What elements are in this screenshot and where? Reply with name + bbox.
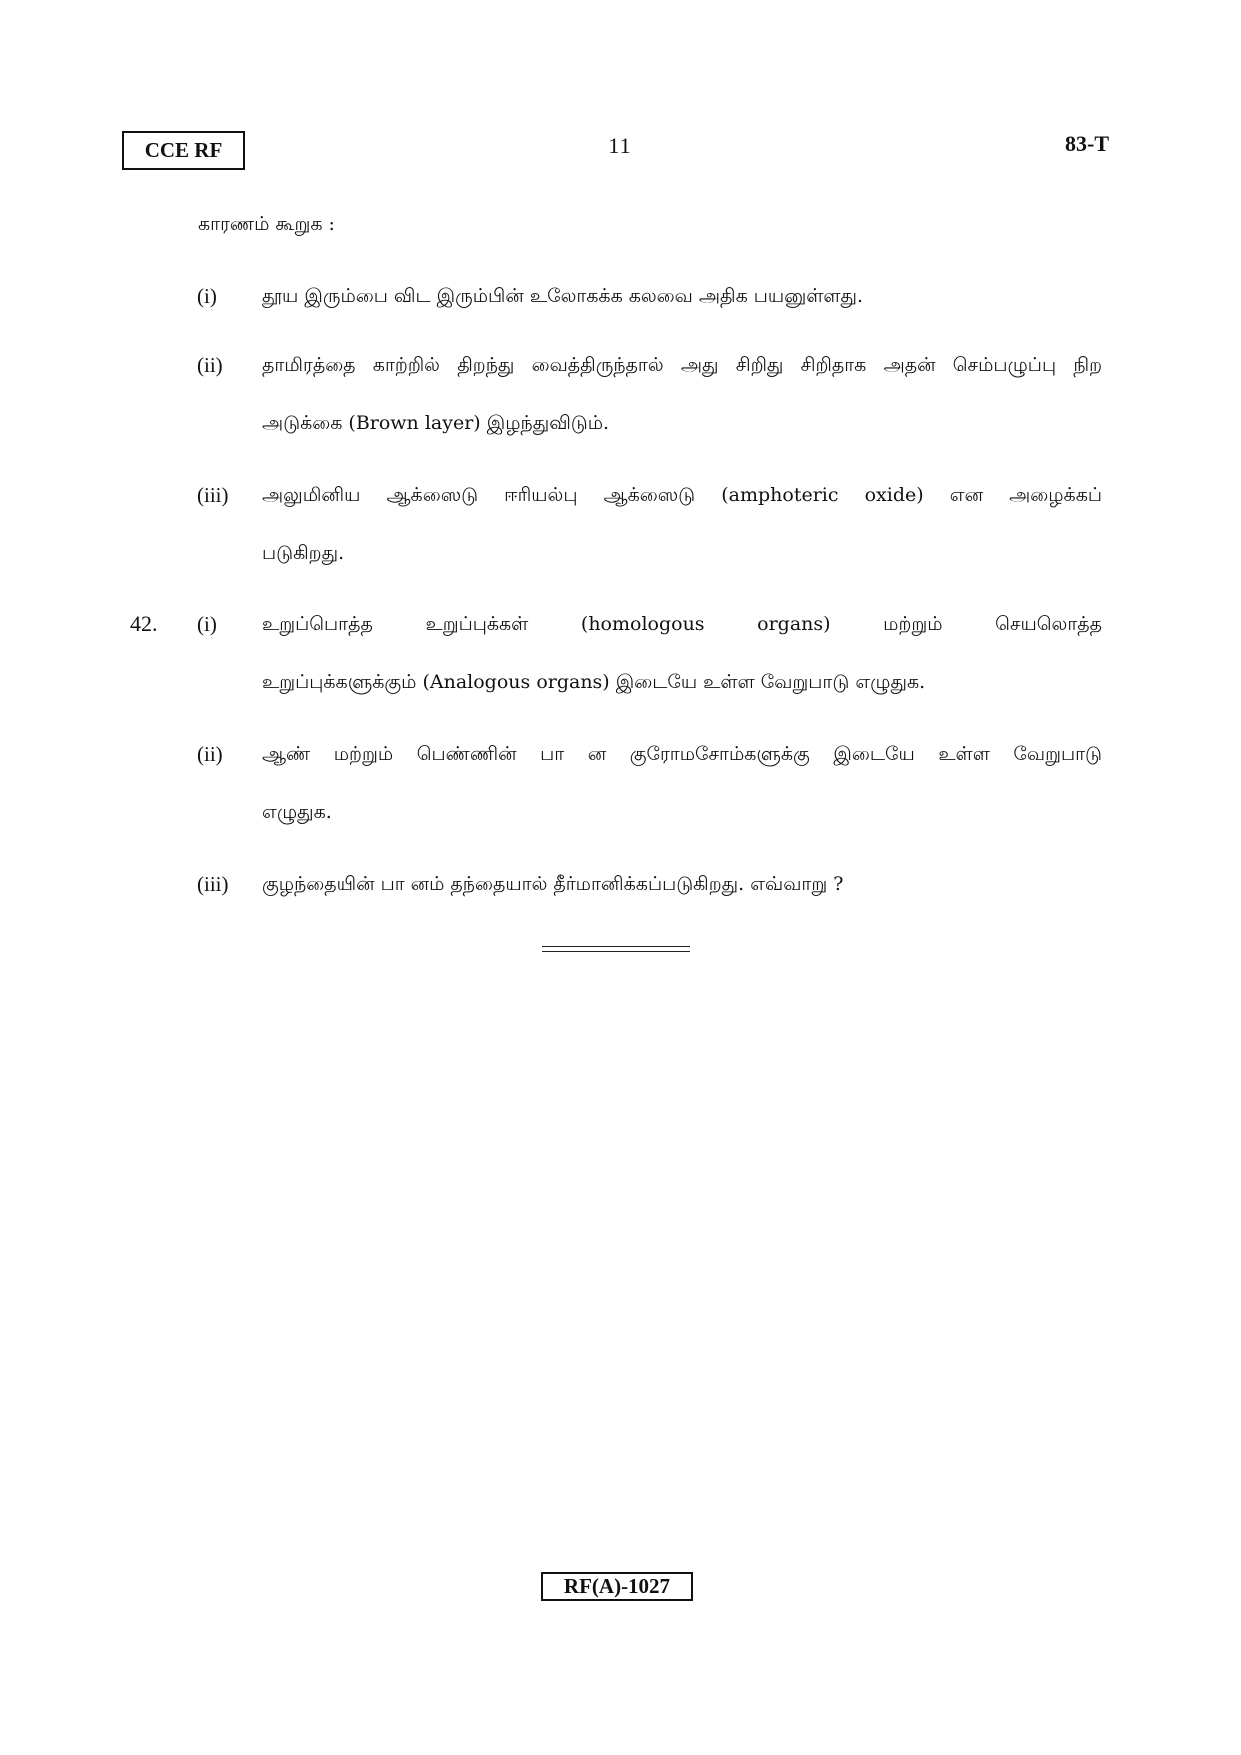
paper-code: 83-T <box>1065 131 1109 156</box>
q42-number: 42. <box>130 611 158 636</box>
q41-iii-line2: படுகிறது. <box>262 542 345 564</box>
q41-ii-line2: அடுக்கை (Brown layer) இழந்துவிடும். <box>262 412 610 434</box>
instruction-text: காரணம் கூறுக : <box>198 213 335 235</box>
q41-iii-label: (iii) <box>197 483 229 507</box>
q41-ii-label: (ii) <box>197 353 223 377</box>
footer-code-box: RF(A)-1027 <box>541 1572 693 1601</box>
q41-ii-line1: தாமிரத்தை காற்றில் திறந்து வைத்திருந்தால் அது சிறிது சிறிதாக அதன் செம்பழுப்பு நிற <box>262 354 1102 376</box>
q42-ii-label: (ii) <box>197 742 223 766</box>
q41-iii-line1: அலுமினிய ஆக்ஸைடு ஈரியல்பு ஆக்ஸைடு (amphoteric oxide) என அழைக்கப் <box>262 484 1102 506</box>
q42-i-label: (i) <box>197 612 217 636</box>
q42-iii-label: (iii) <box>197 872 229 896</box>
q42-i-line1: உறுப்பொத்த உறுப்புக்கள் (homologous organs) மற்றும் செயலொத்த <box>262 613 1102 635</box>
q41-i-label: (i) <box>197 284 217 308</box>
exam-code-box: CCE RF <box>122 131 245 170</box>
q42-i-line2: உறுப்புக்களுக்கும் (Analogous organs) இடையே உள்ள வேறுபாடு எழுதுக. <box>262 671 926 693</box>
q42-ii-line2: எழுதுக. <box>262 801 332 823</box>
page-number: 11 <box>608 133 632 158</box>
q42-ii-line1: ஆண் மற்றும் பெண்ணின் பா ன குரோமசோம்களுக்கு இடையே உள்ள வேறுபாடு <box>262 743 1102 765</box>
q41-i-text: தூய இரும்பை விட இரும்பின் உலோகக்க கலவை அதிக பயனுள்ளது. <box>262 285 864 307</box>
end-divider <box>542 946 690 952</box>
q42-iii-text: குழந்தையின் பா னம் தந்தையால் தீர்மானிக்கப்படுகிறது. எவ்வாறு ? <box>262 873 844 895</box>
